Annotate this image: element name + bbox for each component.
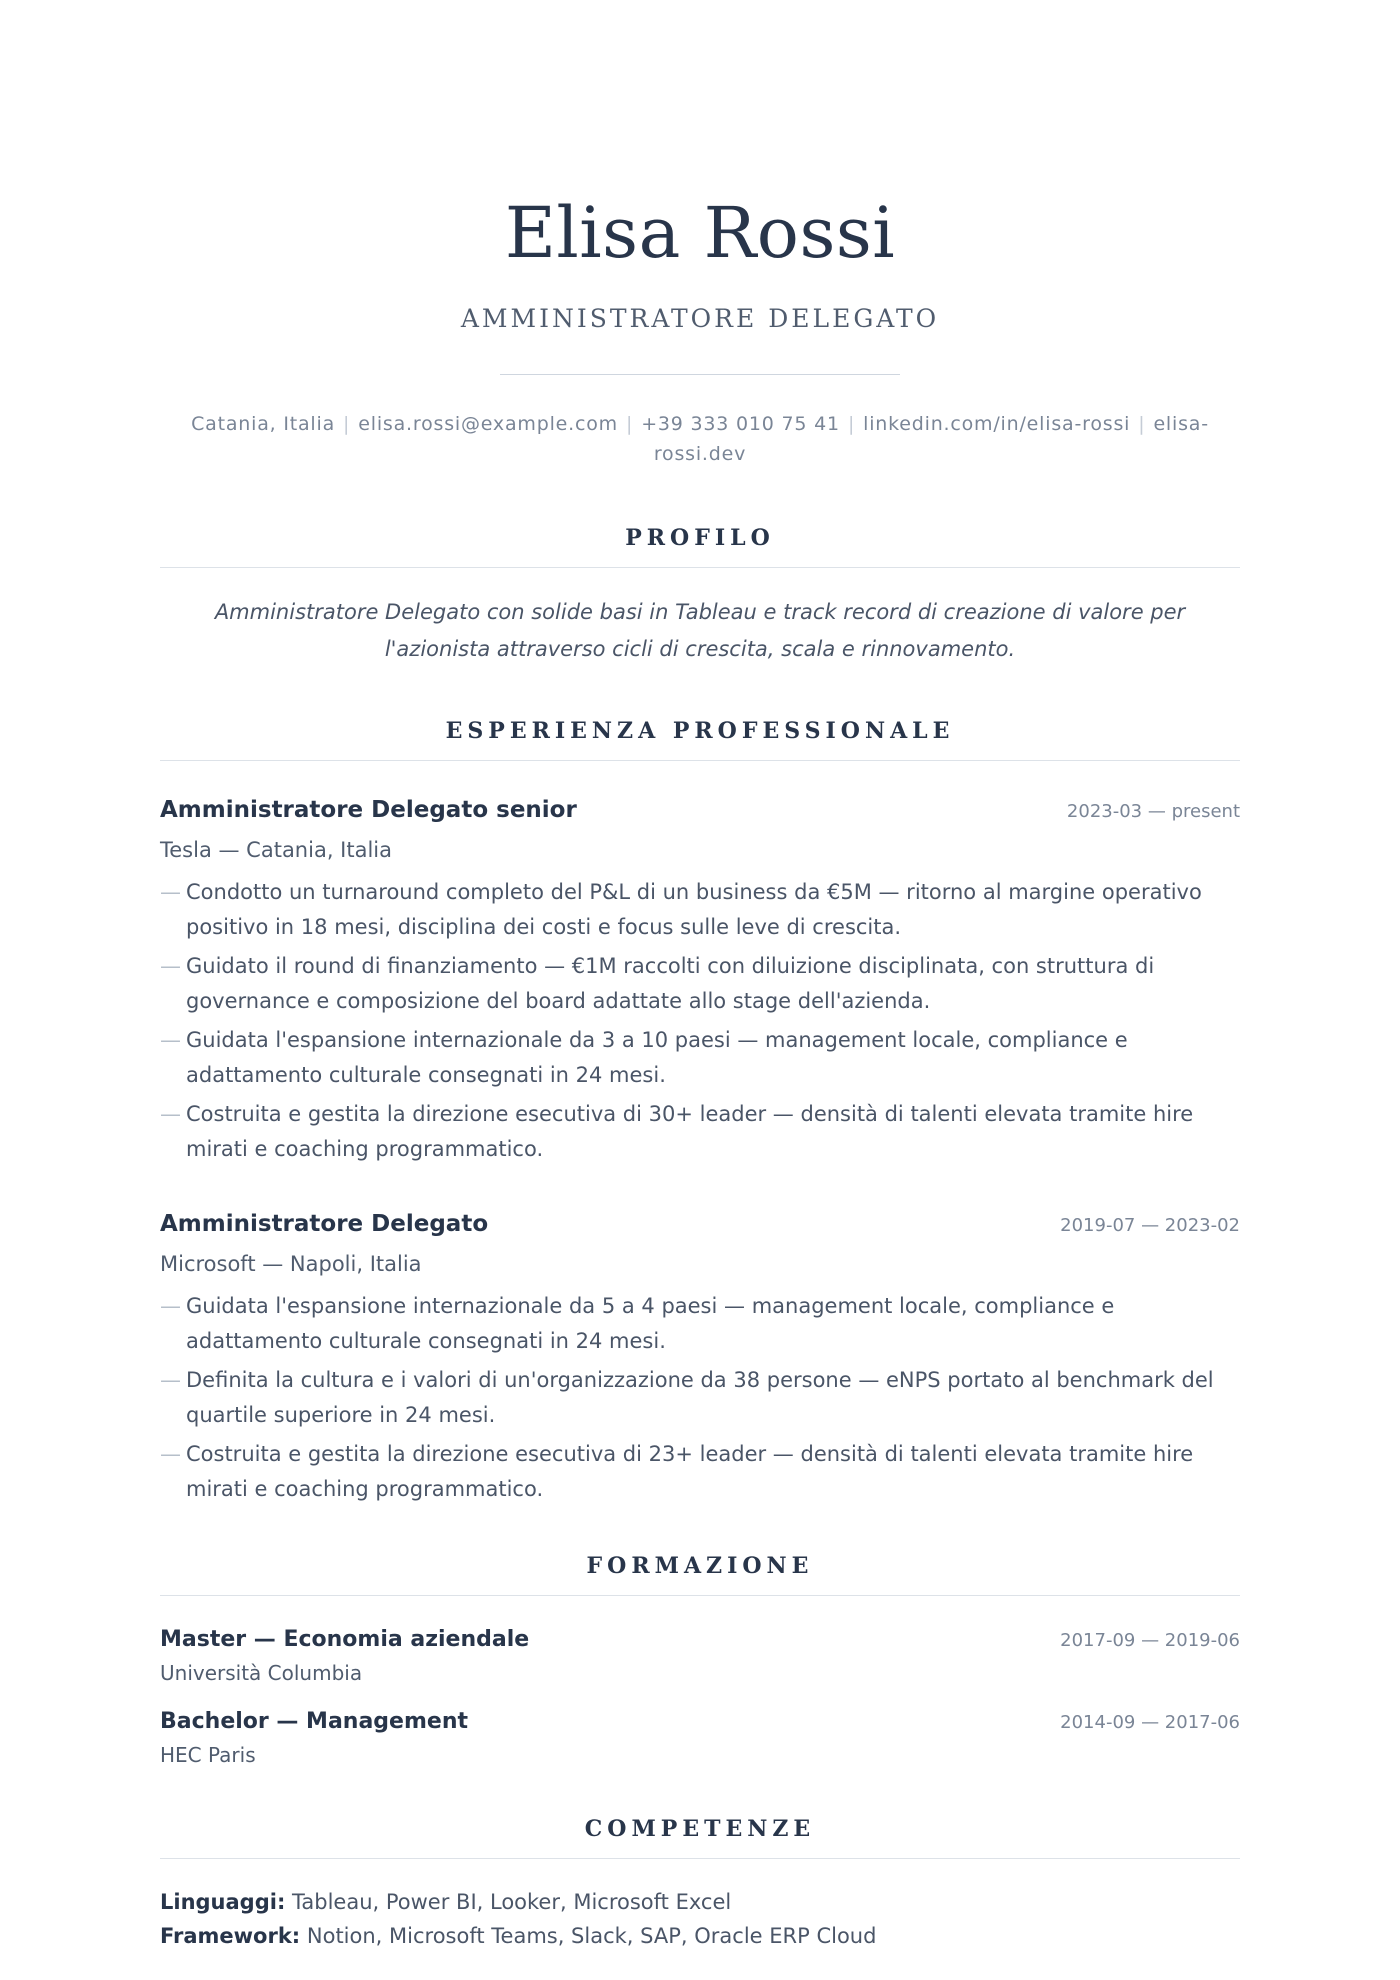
skill-label: Framework: — [160, 1924, 301, 1948]
job-company: Tesla — Catania, Italia — [160, 838, 393, 862]
section-divider — [160, 1595, 1240, 1596]
education-school: Università Columbia — [160, 1661, 363, 1685]
education-section — [160, 1551, 1240, 1770]
bullet-dash: — — [160, 1102, 181, 1126]
job-header-row — [160, 1207, 1240, 1243]
job-bullet-text: Guidata l'espansione internazionale da 5 a 4 paesi — management locale, compliance e adattamento culturale consegnati in 24 mesi. — [186, 1294, 1115, 1353]
job-role: Amministratore Delegato — [160, 1211, 489, 1237]
education-school: HEC Paris — [160, 1743, 256, 1767]
bullet-dash: — — [160, 1368, 181, 1392]
bullet-dash: — — [160, 1294, 181, 1318]
skill-value: Tableau, Power BI, Looker, Microsoft Excel — [292, 1890, 732, 1914]
resume-header — [160, 0, 1240, 469]
experience-section — [160, 716, 1240, 1507]
job-bullet — [160, 875, 1240, 945]
education-degree: Bachelor — Management — [160, 1709, 468, 1734]
job-bullets — [160, 875, 1240, 1167]
contact-location: Catania, Italia — [191, 413, 336, 435]
contact-line — [190, 409, 1210, 469]
job-entry — [160, 1207, 1240, 1507]
job-bullet — [160, 1437, 1240, 1507]
education-degree: Master — Economia aziendale — [160, 1627, 530, 1652]
education-dates: 2014-09 — 2017-06 — [1060, 1712, 1240, 1733]
bullet-dash: — — [160, 954, 181, 978]
job-bullet — [160, 1097, 1240, 1167]
section-heading-skills: COMPETENZE — [584, 1816, 816, 1842]
job-company: Microsoft — Napoli, Italia — [160, 1252, 422, 1276]
contact-separator: | — [343, 413, 351, 435]
resume-content — [160, 0, 1240, 1953]
job-bullet-text: Costruita e gestita la direzione esecutiva di 23+ leader — densità di talenti elevata tramite hire mirati e coaching programmatico. — [186, 1442, 1194, 1501]
job-bullet-text: Condotto un turnaround completo del P&L di un business da €5M — ritorno al margine operativo positivo in 18 mesi, disciplina dei costi e focus sulle leve di crescita. — [186, 880, 1202, 939]
section-heading-experience: ESPERIENZA PROFESSIONALE — [445, 718, 955, 744]
bullet-dash: — — [160, 1028, 181, 1052]
job-bullet-text: Guidata l'espansione internazionale da 3 a 10 paesi — management locale, compliance e adattamento culturale consegnati in 24 mesi. — [186, 1028, 1128, 1087]
contact-email[interactable]: elisa.rossi@example.com — [358, 413, 618, 435]
header-divider — [500, 374, 900, 375]
skill-line — [160, 1885, 1240, 1919]
profile-summary: Amministratore Delegato con solide basi in Tableau e track record di creazione di valore per l'azionista attraverso cicli di crescita, scala e rinnovamento. — [214, 600, 1186, 661]
skill-line — [160, 1919, 1240, 1953]
section-heading-education: FORMAZIONE — [586, 1553, 814, 1579]
bullet-dash: — — [160, 1442, 181, 1466]
section-divider — [160, 760, 1240, 761]
job-bullet — [160, 1363, 1240, 1433]
candidate-name: Elisa Rossi — [504, 192, 896, 274]
job-dates: 2019-07 — 2023-02 — [1060, 1215, 1240, 1236]
contact-separator: | — [625, 413, 634, 435]
education-entry — [160, 1706, 1240, 1770]
section-divider — [160, 567, 1240, 568]
job-bullet-text: Costruita e gestita la direzione esecutiva di 30+ leader — densità di talenti elevata tramite hire mirati e coaching programmatico. — [186, 1102, 1194, 1161]
contact-phone[interactable]: +39 333 010 75 41 — [641, 413, 840, 435]
job-bullet — [160, 1023, 1240, 1093]
job-bullet-text: Definita la cultura e i valori di un'organizzazione da 38 persone — eNPS portato al benchmark del quartile superiore in 24 mesi. — [186, 1368, 1214, 1427]
contact-separator: | — [847, 413, 856, 435]
job-entry — [160, 793, 1240, 1167]
job-bullet-text: Guidato il round di finanziamento — €1M raccolti con diluizione disciplinata, con struttura di governance e composizione del board adattate allo stage dell'azienda. — [186, 954, 1155, 1013]
bullet-dash: — — [160, 880, 181, 904]
education-entry — [160, 1624, 1240, 1688]
section-heading-profile: PROFILO — [625, 525, 775, 551]
skill-label: Linguaggi: — [160, 1890, 286, 1914]
job-role: Amministratore Delegato senior — [160, 797, 577, 823]
job-bullet — [160, 1289, 1240, 1359]
skills-list — [160, 1885, 1240, 1953]
job-title: AMMINISTRATORE DELEGATO — [460, 304, 940, 333]
skill-value: Notion, Microsoft Teams, Slack, SAP, Oracle ERP Cloud — [306, 1924, 877, 1948]
education-dates: 2017-09 — 2019-06 — [1060, 1630, 1240, 1651]
skills-section — [160, 1814, 1240, 1953]
job-dates: 2023-03 — present — [1066, 801, 1240, 822]
contact-linkedin[interactable]: linkedin.com/in/elisa-rossi — [863, 413, 1131, 435]
job-header-row — [160, 793, 1240, 829]
section-divider — [160, 1858, 1240, 1859]
contact-website[interactable]: elisa-rossi.dev — [653, 413, 1209, 465]
job-bullet — [160, 949, 1240, 1019]
job-bullets — [160, 1289, 1240, 1507]
profile-section — [160, 523, 1240, 668]
education-header-row — [160, 1706, 1240, 1740]
contact-separator: | — [1138, 413, 1146, 435]
education-header-row — [160, 1624, 1240, 1658]
